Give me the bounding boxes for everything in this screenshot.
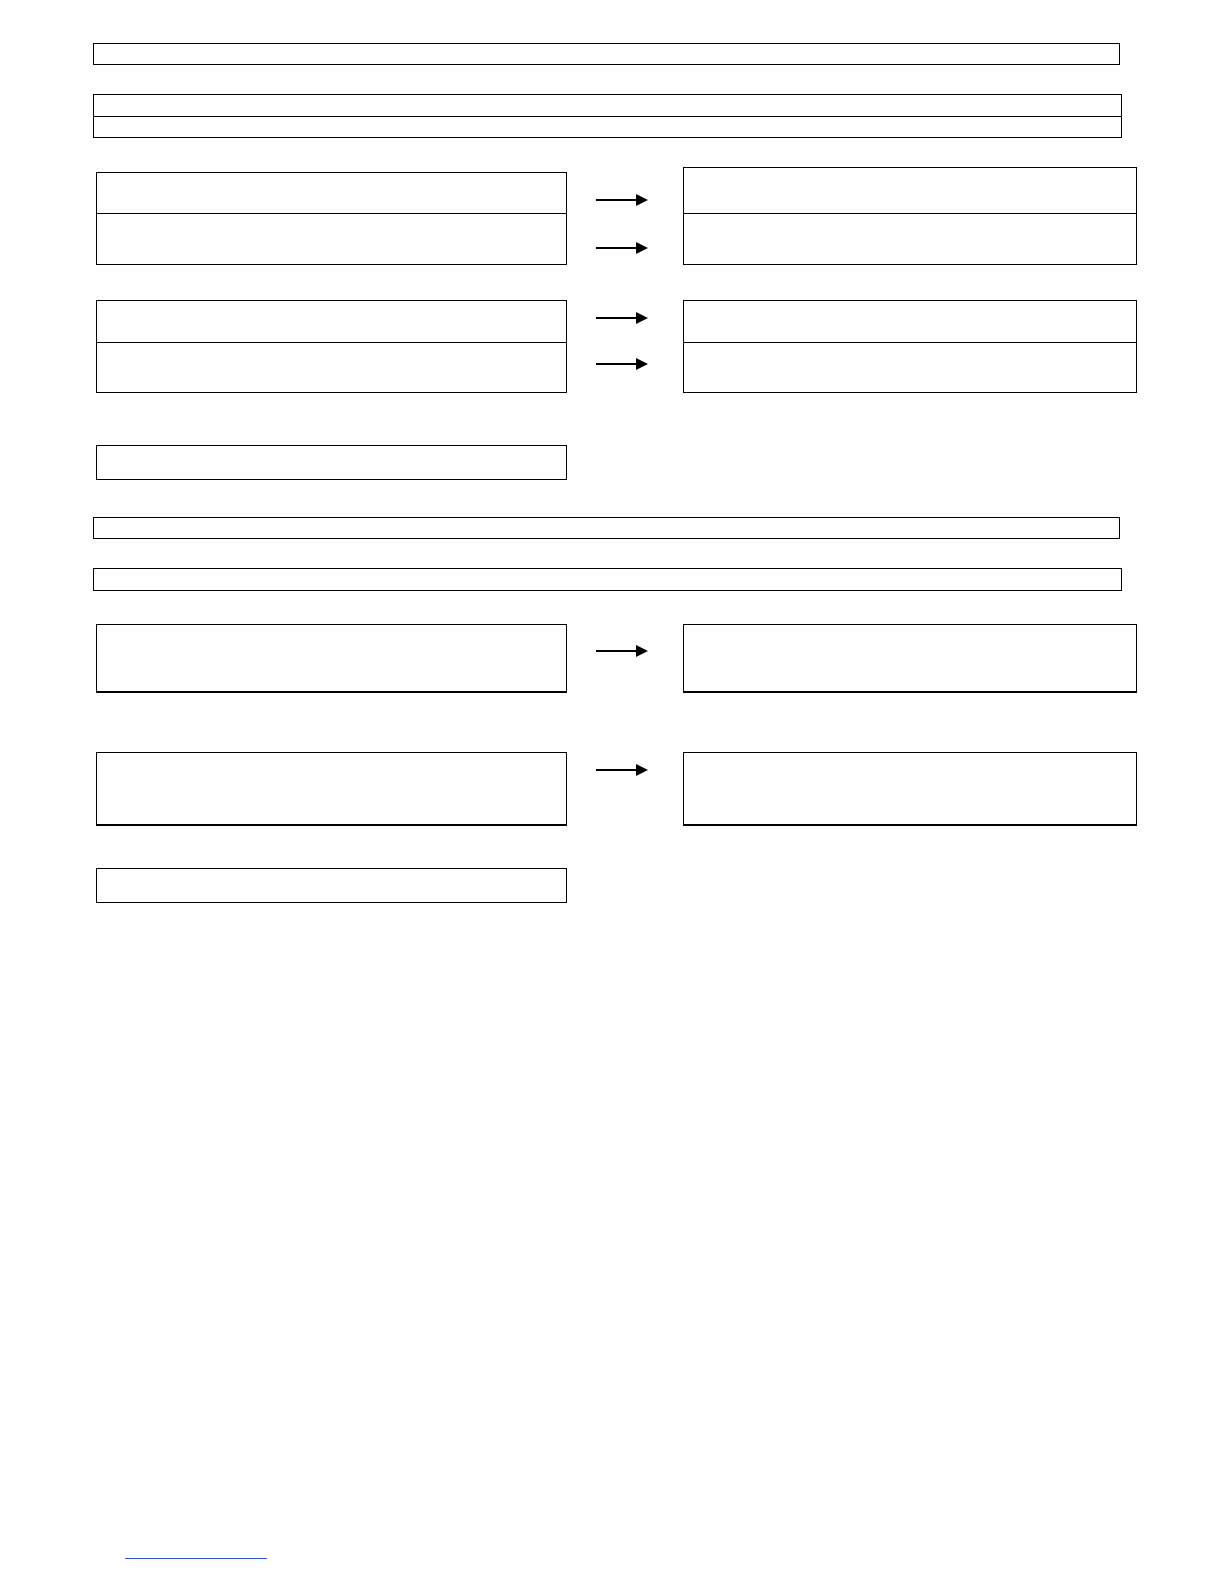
group-b-left-divider bbox=[97, 342, 566, 343]
section-one-header-table bbox=[93, 94, 1122, 138]
pair-two-right-box bbox=[683, 752, 1137, 826]
group-a-left-box bbox=[96, 172, 567, 265]
group-b-left-box bbox=[96, 300, 567, 393]
group-a-left-divider bbox=[97, 213, 566, 214]
group-b-right-divider bbox=[684, 342, 1136, 343]
arrow-right-icon bbox=[596, 194, 650, 206]
arrow-right-icon bbox=[596, 312, 650, 324]
footer-link[interactable] bbox=[125, 1558, 267, 1559]
section-one-summary-box bbox=[96, 445, 567, 480]
group-a-right-divider bbox=[684, 213, 1136, 214]
arrow-right-icon bbox=[596, 764, 650, 776]
pair-one-left-box bbox=[96, 624, 567, 693]
section-two-header-row bbox=[93, 568, 1122, 591]
section-one-title-bar bbox=[93, 43, 1120, 65]
arrow-right-icon bbox=[596, 645, 650, 657]
header-row-divider bbox=[94, 116, 1121, 117]
pair-one-right-box bbox=[683, 624, 1137, 693]
arrow-right-icon bbox=[596, 242, 650, 254]
group-a-right-box bbox=[683, 167, 1137, 265]
section-two-summary-box bbox=[96, 868, 567, 903]
arrow-right-icon bbox=[596, 358, 650, 370]
section-two-title-bar bbox=[93, 517, 1120, 539]
group-b-right-box bbox=[683, 300, 1137, 393]
pair-two-left-box bbox=[96, 752, 567, 826]
